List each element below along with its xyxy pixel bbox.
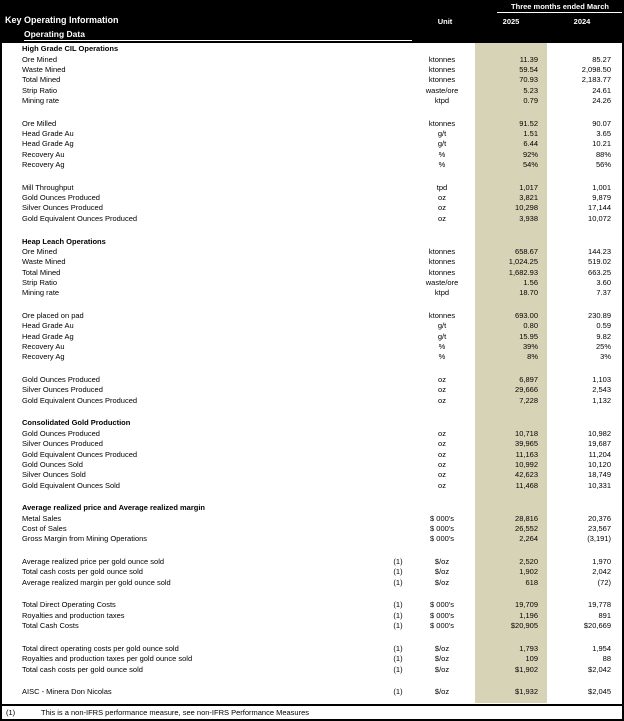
- unit-cell: $ 000's: [430, 621, 454, 631]
- footnote-ref: (1): [393, 664, 403, 674]
- row-label: Head Grade Ag: [22, 139, 74, 149]
- table-row: [2, 449, 622, 459]
- unit-cell: ktonnes: [428, 118, 456, 128]
- row-label: Ore Mined: [22, 54, 58, 64]
- value-2024-cell: 891: [598, 610, 611, 620]
- table-row: [2, 257, 622, 267]
- table-row: [2, 524, 622, 534]
- value-2024-cell: 2,098.50: [581, 64, 611, 74]
- table-row: [2, 278, 622, 288]
- table-row: [2, 65, 622, 75]
- row-label: Total cash costs per gold ounce sold: [22, 567, 143, 577]
- value-2024-cell: 3.65: [596, 128, 611, 138]
- row-label: Royalties and production taxes per gold ounce sold: [22, 654, 193, 664]
- value-2025-cell: 3,821: [519, 193, 538, 203]
- row-label: Total cash costs per gold ounce sold: [22, 664, 143, 674]
- table-row: [2, 534, 622, 544]
- unit-cell: ktonnes: [428, 257, 456, 267]
- value-2024-cell: (72): [597, 577, 611, 587]
- table-row: [2, 385, 622, 395]
- row-label: Recovery Ag: [22, 160, 65, 169]
- row-label: Strip Ratio: [22, 85, 58, 95]
- section-header-row: [2, 503, 622, 513]
- value-2024-cell: 2,042: [592, 567, 611, 577]
- row-label: Recovery Au: [22, 341, 65, 351]
- row-label: Total Mined: [22, 75, 61, 85]
- value-2024-cell: 24.26: [592, 95, 611, 105]
- value-2024-cell: 7.37: [596, 288, 611, 298]
- spacer-row: [2, 106, 622, 118]
- value-2024-cell: 10.21: [592, 139, 611, 149]
- value-2024-cell: 23,567: [588, 523, 611, 533]
- section-header-row: [2, 44, 622, 54]
- unit-cell: ktonnes: [428, 310, 456, 320]
- unit-cell: g/t: [437, 128, 447, 138]
- unit-cell: oz: [438, 480, 446, 490]
- footnote-ref: (1): [393, 654, 403, 664]
- unit-cell: oz: [438, 470, 446, 480]
- footnote-ref: (1): [393, 687, 403, 697]
- table-row: [2, 621, 622, 631]
- unit-cell: $/oz: [434, 567, 450, 577]
- unit-cell: ktonnes: [428, 75, 456, 85]
- row-label: Waste Mined: [22, 64, 66, 74]
- table-row: [2, 480, 622, 490]
- unit-cell: $ 000's: [430, 600, 454, 610]
- report-header: [2, 0, 622, 43]
- table-row: [2, 396, 622, 406]
- value-2025-cell: 8%: [527, 352, 538, 362]
- value-2025-cell: 54%: [522, 160, 538, 169]
- spacer-row: [2, 170, 622, 182]
- value-2025-cell: 6.44: [523, 139, 538, 149]
- value-2024-cell: $2,042: [588, 664, 611, 674]
- value-2025-cell: 1,682.93: [508, 267, 538, 277]
- value-2024-cell: 3%: [600, 352, 611, 362]
- table-row: [2, 611, 622, 621]
- row-label: Ore Mined: [22, 246, 58, 256]
- table-row: [2, 311, 622, 321]
- spacer-row: [2, 588, 622, 600]
- row-label: Cost of Sales: [22, 523, 67, 533]
- unit-cell: oz: [438, 439, 446, 449]
- row-label: Gold Ounces Produced: [22, 428, 100, 438]
- row-label: Head Grade Ag: [22, 331, 74, 341]
- value-2025-cell: 42,623: [515, 470, 538, 480]
- unit-cell: oz: [438, 395, 446, 405]
- section-header-row: [2, 236, 622, 246]
- row-label: Gold Ounces Produced: [22, 193, 100, 203]
- row-label: Average realized price per gold ounce sold: [22, 557, 165, 567]
- table-row: [2, 578, 622, 588]
- value-2024-cell: 9.82: [596, 331, 611, 341]
- spacer-row: [2, 675, 622, 687]
- unit-cell: $/oz: [434, 687, 450, 697]
- table-row: [2, 460, 622, 470]
- row-label: Head Grade Au: [22, 321, 74, 331]
- value-2024-cell: 19,687: [588, 439, 611, 449]
- value-2024-cell: (3,191): [587, 534, 611, 544]
- unit-cell: g/t: [437, 321, 447, 331]
- unit-cell: oz: [438, 459, 446, 469]
- unit-cell: $ 000's: [430, 610, 454, 620]
- table-row: [2, 321, 622, 331]
- year-2024-column-header: 2024: [573, 17, 591, 26]
- unit-cell: $/oz: [434, 577, 450, 587]
- footnote-ref: (1): [393, 577, 403, 587]
- value-2024-cell: 20,376: [588, 513, 611, 523]
- unit-cell: $/oz: [434, 643, 450, 653]
- unit-cell: g/t: [437, 331, 447, 341]
- table-row: [2, 331, 622, 341]
- value-2025-cell: 1,902: [519, 567, 538, 577]
- table-row: [2, 139, 622, 149]
- table-row: [2, 85, 622, 95]
- row-label: Mill Throughput: [22, 182, 74, 192]
- value-2024-cell: 25%: [595, 341, 611, 351]
- unit-cell: %: [438, 149, 446, 159]
- value-2025-cell: 11,468: [515, 480, 538, 490]
- value-2025-cell: 10,992: [515, 459, 538, 469]
- value-2024-cell: 1,001: [592, 182, 611, 192]
- value-2025-cell: 18.70: [519, 288, 538, 298]
- value-2025-cell: 91.52: [519, 118, 538, 128]
- spacer-row: [2, 224, 622, 236]
- period-header: Three months ended March: [497, 2, 623, 13]
- value-2025-cell: 39%: [522, 341, 538, 351]
- value-2024-cell: 24.61: [592, 85, 611, 95]
- row-label: Total Direct Operating Costs: [22, 600, 116, 610]
- value-2024-cell: 56%: [595, 160, 611, 169]
- unit-cell: ktonnes: [428, 267, 456, 277]
- page-subtitle: Operating Data: [24, 29, 412, 41]
- value-2024-cell: 1,132: [592, 395, 611, 405]
- value-2024-cell: 663.25: [588, 267, 611, 277]
- page-title: Key Operating Information: [5, 15, 119, 25]
- value-2025-cell: $1,932: [515, 687, 538, 697]
- table-row: [2, 118, 622, 128]
- value-2025-cell: 658.67: [515, 246, 538, 256]
- row-label: Mining rate: [22, 95, 60, 105]
- unit-cell: tpd: [436, 182, 448, 192]
- spacer-row: [2, 491, 622, 503]
- row-label: Total Mined: [22, 267, 61, 277]
- value-2025-cell: 10,718: [515, 428, 538, 438]
- spacer-row: [2, 298, 622, 310]
- section-title: High Grade CIL Operations: [22, 44, 119, 54]
- unit-cell: ktonnes: [428, 246, 456, 256]
- row-label: Gold Equivalent Ounces Produced: [22, 213, 138, 223]
- footnote-ref: (1): [393, 557, 403, 567]
- table-row: [2, 429, 622, 439]
- value-2024-cell: 11,204: [588, 449, 611, 459]
- value-2025-cell: 28,816: [515, 513, 538, 523]
- value-2025-cell: 1.56: [523, 277, 538, 287]
- value-2024-cell: 1,970: [592, 557, 611, 567]
- table-row: [2, 513, 622, 523]
- value-2024-cell: 90.07: [592, 118, 611, 128]
- value-2025-cell: 19,709: [515, 600, 538, 610]
- value-2025-cell: 5.23: [523, 85, 538, 95]
- unit-cell: ktpd: [434, 95, 450, 105]
- value-2025-cell: 1,024.25: [508, 257, 538, 267]
- section-title: Average realized price and Average realized margin: [22, 503, 205, 513]
- value-2025-cell: 109: [525, 654, 538, 664]
- row-label: Recovery Ag: [22, 352, 65, 362]
- table-row: [2, 214, 622, 224]
- table-row: [2, 54, 622, 64]
- value-2025-cell: 0.80: [523, 321, 538, 331]
- row-label: Silver Ounces Produced: [22, 385, 103, 395]
- value-2024-cell: 2,183.77: [581, 75, 611, 85]
- row-label: Silver Ounces Sold: [22, 470, 86, 480]
- value-2025-cell: 92%: [522, 149, 538, 159]
- footnote-text: This is a non-IFRS performance measure, see non-IFRS Performance Measures: [41, 708, 310, 717]
- value-2024-cell: 230.89: [588, 310, 611, 320]
- unit-cell: oz: [438, 449, 446, 459]
- value-2024-cell: 3.60: [596, 277, 611, 287]
- section-title: Consolidated Gold Production: [22, 418, 131, 428]
- unit-cell: %: [438, 160, 446, 169]
- value-2024-cell: 2,543: [592, 385, 611, 395]
- value-2024-cell: 10,120: [588, 459, 611, 469]
- value-2025-cell: 1,196: [519, 610, 538, 620]
- value-2025-cell: 15.95: [519, 331, 538, 341]
- table-row: [2, 149, 622, 159]
- row-label: Gold Ounces Sold: [22, 459, 83, 469]
- value-2025-cell: 7,228: [519, 395, 538, 405]
- table-row: [2, 75, 622, 85]
- value-2025-cell: 26,552: [515, 523, 538, 533]
- table-row: [2, 439, 622, 449]
- value-2025-cell: 59.54: [519, 64, 538, 74]
- value-2024-cell: 1,103: [592, 375, 611, 385]
- table-row: [2, 600, 622, 610]
- unit-cell: ktpd: [434, 288, 450, 298]
- table-row: [2, 129, 622, 139]
- row-label: Average realized margin per gold ounce sold: [22, 577, 171, 587]
- footnote-marker: (1): [6, 708, 16, 717]
- unit-cell: $ 000's: [430, 523, 454, 533]
- value-2024-cell: $20,669: [583, 621, 611, 631]
- value-2025-cell: 693.00: [515, 310, 538, 320]
- row-label: Gold Equivalent Ounces Produced: [22, 395, 138, 405]
- unit-cell: g/t: [437, 139, 447, 149]
- row-label: Gross Margin from Mining Operations: [22, 534, 148, 544]
- row-label: Gold Equivalent Ounces Sold: [22, 480, 120, 490]
- footnote-ref: (1): [393, 610, 403, 620]
- table-row: [2, 193, 622, 203]
- value-2024-cell: 19,778: [588, 600, 611, 610]
- unit-cell: $/oz: [434, 557, 450, 567]
- value-2025-cell: 10,298: [515, 203, 538, 213]
- table-row: [2, 288, 622, 298]
- value-2025-cell: $20,905: [510, 621, 538, 631]
- value-2024-cell: $2,045: [588, 687, 611, 697]
- section-title: Heap Leach Operations: [22, 236, 106, 246]
- value-2025-cell: 1,017: [519, 182, 538, 192]
- table-row: [2, 160, 622, 170]
- row-label: Gold Equivalent Ounces Produced: [22, 449, 138, 459]
- value-2025-cell: 3,938: [519, 213, 538, 223]
- value-2024-cell: 88%: [595, 149, 611, 159]
- spacer-row: [2, 363, 622, 375]
- value-2024-cell: 18,749: [588, 470, 611, 480]
- row-label: Silver Ounces Produced: [22, 203, 103, 213]
- value-2025-cell: 1,793: [519, 643, 538, 653]
- table-row: [2, 664, 622, 674]
- value-2024-cell: 10,072: [588, 213, 611, 223]
- row-label: Recovery Au: [22, 149, 65, 159]
- value-2025-cell: 70.93: [519, 75, 538, 85]
- unit-cell: ktonnes: [428, 54, 456, 64]
- unit-cell: $/oz: [434, 654, 450, 664]
- value-2025-cell: 39,965: [515, 439, 538, 449]
- table-row: [2, 567, 622, 577]
- row-label: Mining rate: [22, 288, 60, 298]
- unit-cell: $ 000's: [430, 534, 454, 544]
- row-label: Total direct operating costs per gold ounce sold: [22, 643, 179, 653]
- value-2025-cell: 2,520: [519, 557, 538, 567]
- footnote-row: [2, 704, 622, 719]
- unit-cell: oz: [438, 385, 446, 395]
- row-label: Metal Sales: [22, 513, 62, 523]
- value-2025-cell: 11,163: [515, 449, 538, 459]
- footnote-ref: (1): [393, 567, 403, 577]
- spacer-row: [2, 544, 622, 556]
- table-row: [2, 644, 622, 654]
- value-2025-cell: 618: [525, 577, 538, 587]
- table-row: [2, 183, 622, 193]
- unit-column-header: Unit: [437, 17, 453, 26]
- table-row: [2, 267, 622, 277]
- value-2025-cell: 2,264: [519, 534, 538, 544]
- spacer-row: [2, 631, 622, 643]
- value-2025-cell: 6,897: [519, 375, 538, 385]
- value-2024-cell: 519.02: [588, 257, 611, 267]
- table-row: [2, 375, 622, 385]
- row-label: Waste Mined: [22, 257, 66, 267]
- value-2025-cell: 1.51: [523, 128, 538, 138]
- value-2024-cell: 0.59: [596, 321, 611, 331]
- unit-cell: oz: [438, 375, 446, 385]
- row-label: Silver Ounces Produced: [22, 439, 103, 449]
- unit-cell: %: [438, 341, 446, 351]
- unit-cell: oz: [438, 213, 446, 223]
- table-row: [2, 557, 622, 567]
- table-row: [2, 470, 622, 480]
- row-label: Head Grade Au: [22, 128, 74, 138]
- row-label: AISC - Minera Don Nicolas: [22, 687, 112, 697]
- table-row: [2, 96, 622, 106]
- table-row: [2, 203, 622, 213]
- value-2025-cell: 0.79: [523, 95, 538, 105]
- value-2024-cell: 85.27: [592, 54, 611, 64]
- unit-cell: ktonnes: [428, 64, 456, 74]
- section-header-row: [2, 418, 622, 428]
- unit-cell: $ 000's: [430, 513, 454, 523]
- table-row: [2, 247, 622, 257]
- value-2024-cell: 88: [602, 654, 611, 664]
- footnote-ref: (1): [393, 643, 403, 653]
- unit-cell: oz: [438, 203, 446, 213]
- unit-cell: waste/ore: [425, 85, 459, 95]
- unit-cell: $/oz: [434, 664, 450, 674]
- value-2025-cell: 29,666: [515, 385, 538, 395]
- footnote-ref: (1): [393, 621, 403, 631]
- table-row: [2, 654, 622, 664]
- spacer-row: [2, 406, 622, 418]
- value-2024-cell: 1,954: [592, 643, 611, 653]
- table-row: [2, 352, 622, 362]
- row-label: Ore placed on pad: [22, 310, 84, 320]
- row-label: Royalties and production taxes: [22, 610, 125, 620]
- value-2025-cell: 11.39: [519, 54, 538, 64]
- table-row: [2, 342, 622, 352]
- row-label: Gold Ounces Produced: [22, 375, 100, 385]
- row-label: Ore Milled: [22, 118, 57, 128]
- value-2024-cell: 144.23: [588, 246, 611, 256]
- unit-cell: oz: [438, 428, 446, 438]
- year-2025-column-header: 2025: [502, 17, 520, 26]
- value-2024-cell: 9,879: [592, 193, 611, 203]
- row-label: Total Cash Costs: [22, 621, 79, 631]
- footnote-ref: (1): [393, 600, 403, 610]
- value-2025-cell: $1,902: [515, 664, 538, 674]
- value-2024-cell: 17,144: [588, 203, 611, 213]
- row-label: Strip Ratio: [22, 277, 58, 287]
- unit-cell: %: [438, 352, 446, 362]
- value-2024-cell: 10,982: [588, 428, 611, 438]
- data-table: [2, 44, 622, 697]
- unit-cell: oz: [438, 193, 446, 203]
- table-row: [2, 687, 622, 697]
- unit-cell: waste/ore: [425, 277, 459, 287]
- value-2024-cell: 10,331: [588, 480, 611, 490]
